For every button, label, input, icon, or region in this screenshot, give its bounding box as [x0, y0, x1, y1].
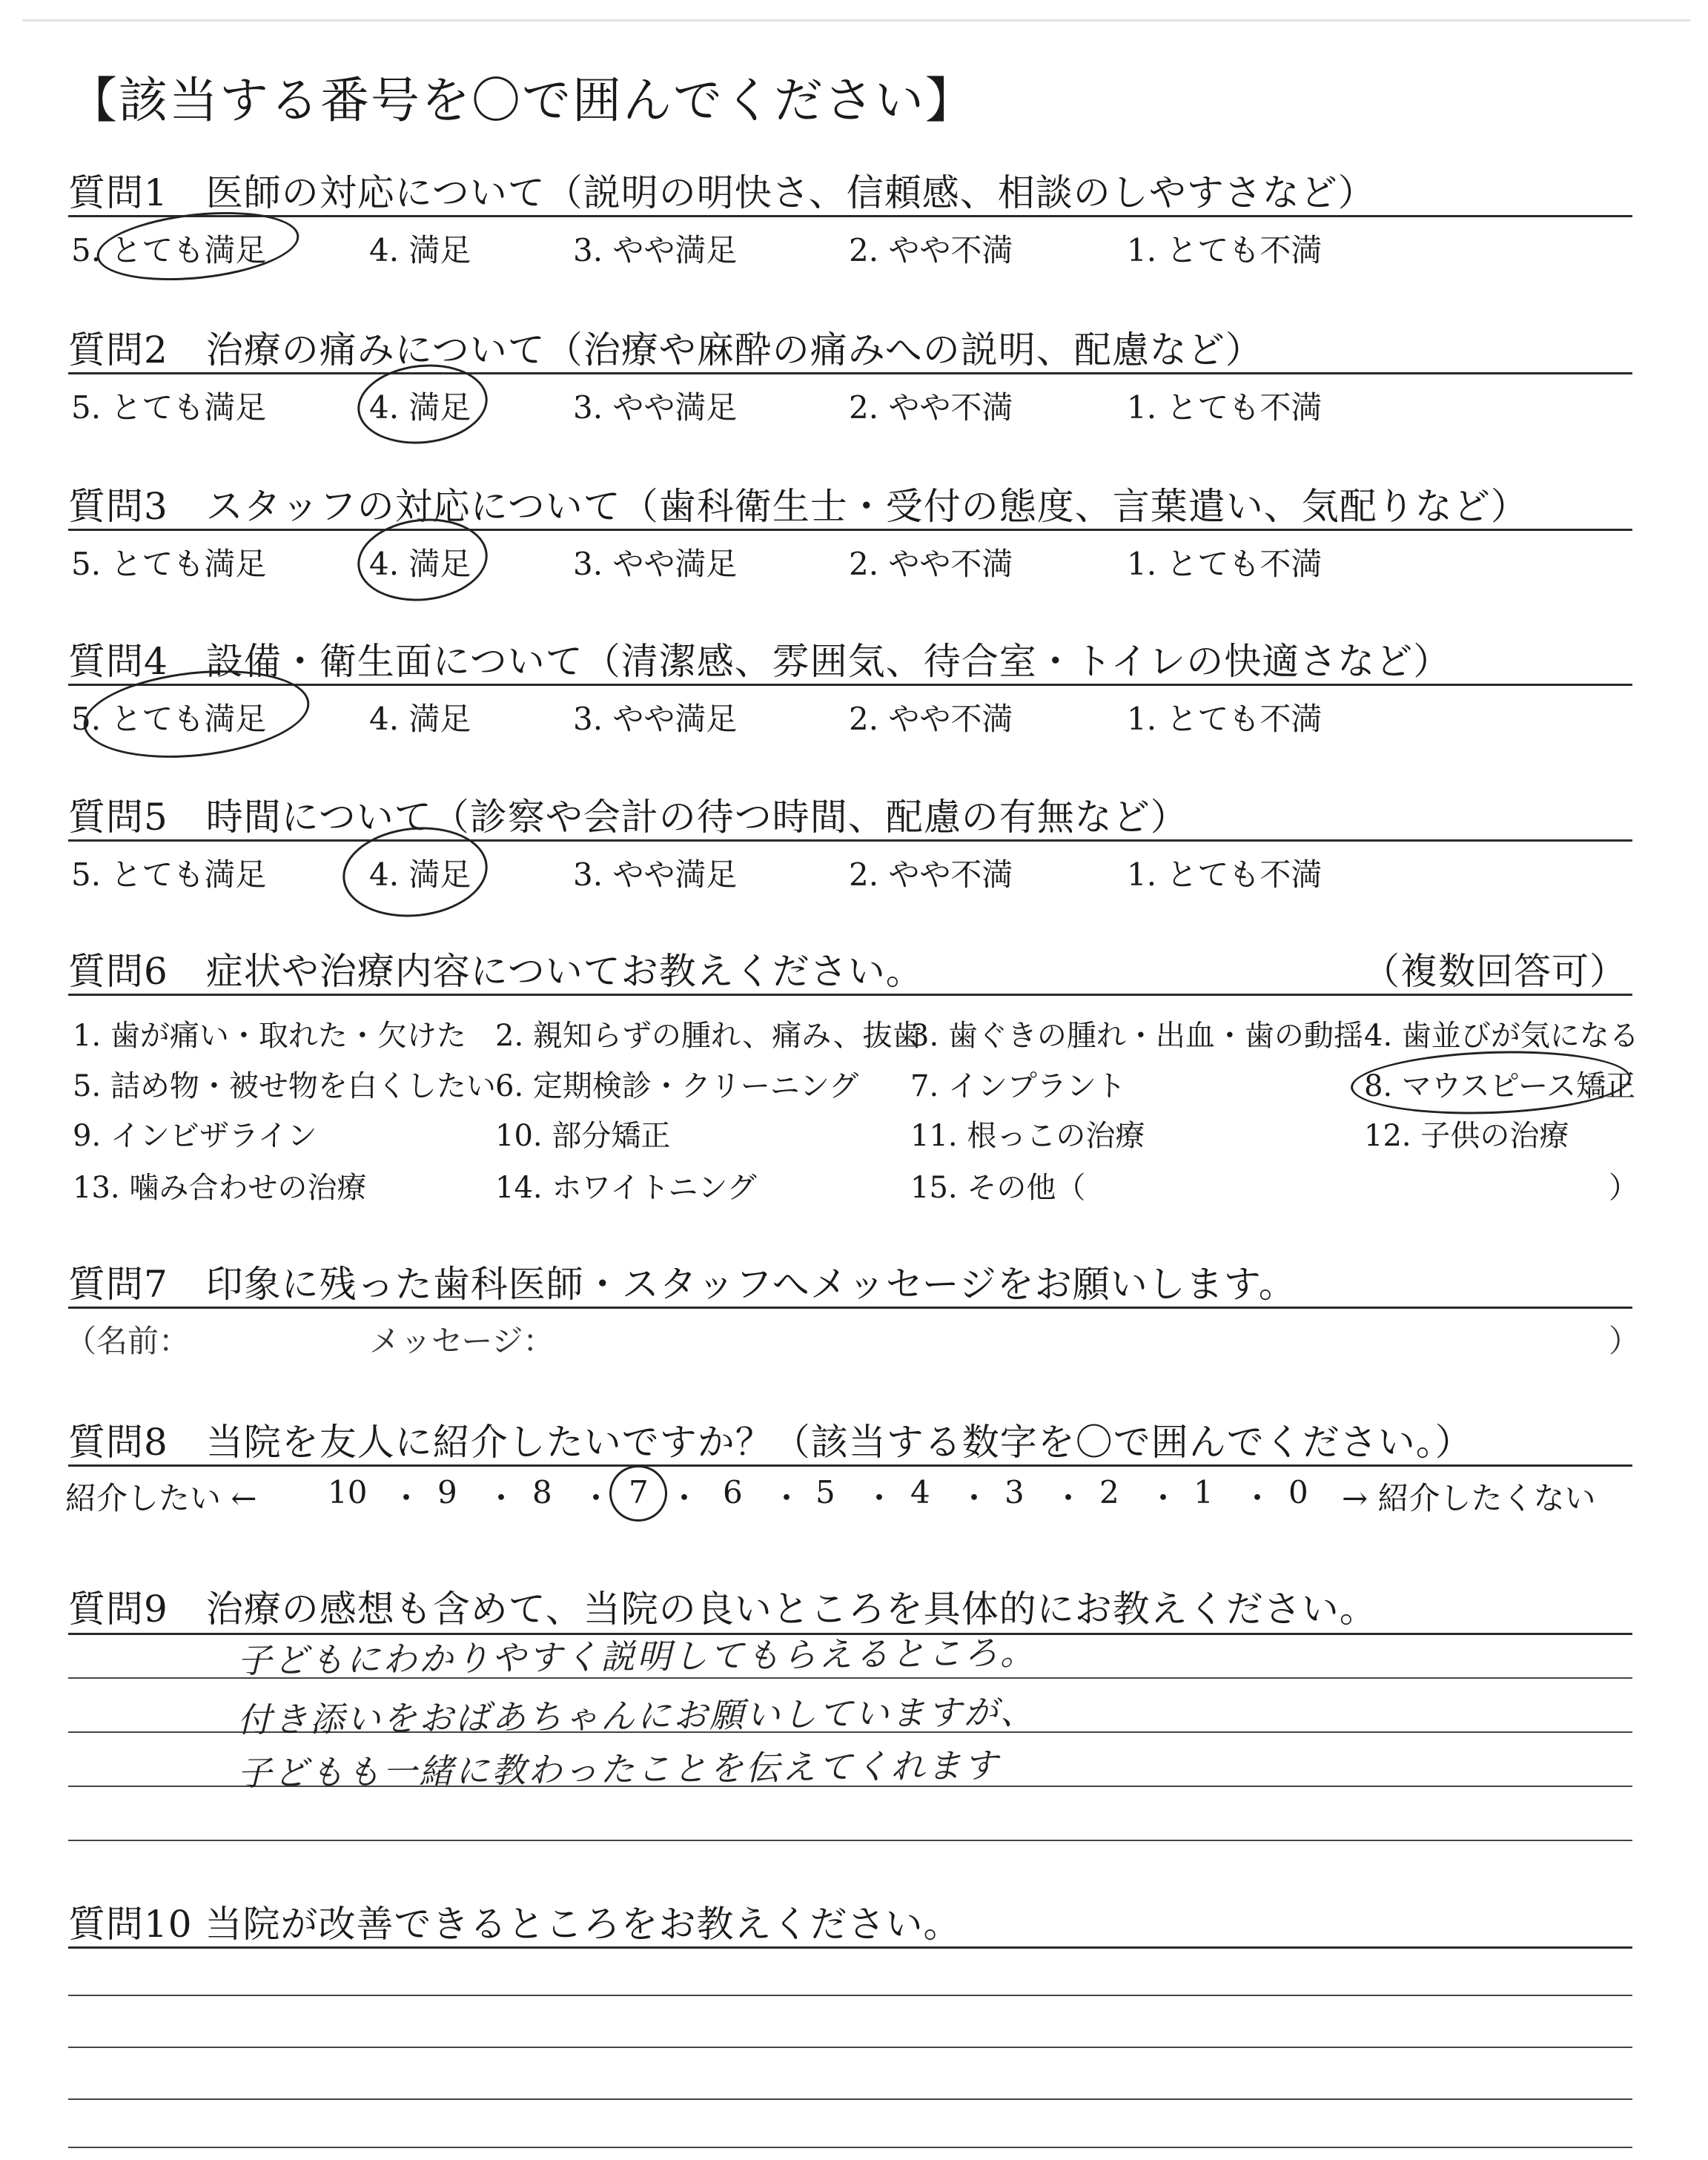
q5-title: 質問5 時間について（診察や会計の待つ時間、配慮の有無など）	[68, 796, 1188, 839]
q2-option-1[interactable]: 1. とても不満	[1127, 389, 1323, 426]
q1-rule	[68, 215, 1632, 217]
q8-scale-9[interactable]: 9	[437, 1474, 457, 1510]
q3-option-3[interactable]: 3. やや満足	[573, 546, 738, 582]
q6-item-12[interactable]: 12. 子供の治療	[1364, 1119, 1569, 1153]
q8-separator: ・	[1242, 1480, 1274, 1516]
q6-item-5[interactable]: 5. 詰め物・被せ物を白くしたい	[73, 1069, 496, 1103]
q3-rule	[68, 529, 1632, 531]
q1-title: 質問1 医師の対応について（説明の明快さ、信頼感、相談のしやすさなど）	[68, 171, 1376, 214]
q5-option-4[interactable]: 4. 満足	[369, 856, 471, 893]
q1-option-3[interactable]: 3. やや満足	[573, 232, 738, 268]
q4-title: 質問4 設備・衛生面について（清潔感、雰囲気、待合室・トイレの快適さなど）	[68, 640, 1452, 683]
q8-separator: ・	[864, 1480, 896, 1516]
q5-option-1[interactable]: 1. とても不満	[1127, 856, 1323, 893]
q8-scale-8[interactable]: 8	[532, 1474, 552, 1510]
q6-other-close: ）	[1609, 1171, 1638, 1205]
q7-rule	[68, 1307, 1632, 1309]
q8-scale-3[interactable]: 3	[1004, 1474, 1025, 1510]
q8-rule	[68, 1464, 1632, 1467]
q2-title: 質問2 治療の痛みについて（治療や麻酔の痛みへの説明、配慮など）	[68, 328, 1263, 371]
q1-option-4[interactable]: 4. 満足	[369, 232, 471, 268]
q2-option-2[interactable]: 2. やや不満	[849, 389, 1013, 426]
q8-scale-5[interactable]: 5	[815, 1474, 835, 1510]
q5-rule	[68, 839, 1632, 842]
q8-separator: ・	[486, 1480, 517, 1516]
page-title: 【該当する番号を〇で囲んでください】	[68, 72, 976, 129]
q8-answer-circle	[609, 1465, 667, 1522]
q6-item-15[interactable]: 15. その他（	[910, 1171, 1086, 1205]
q7-close-paren: ）	[1609, 1323, 1641, 1359]
q1-option-5[interactable]: 5. とても満足	[71, 232, 267, 268]
q9-handwritten-line-3: 子どもも一緒に教わったことを伝えてくれます	[236, 1745, 1000, 1794]
q6-item-8[interactable]: 8. マウスピース矯正	[1364, 1069, 1636, 1103]
q8-scale-4[interactable]: 4	[910, 1474, 930, 1510]
q2-rule	[68, 372, 1632, 374]
q8-scale-2[interactable]: 2	[1099, 1474, 1119, 1510]
q8-separator: ・	[959, 1480, 990, 1516]
q6-item-6[interactable]: 6. 定期検診・クリーニング	[495, 1069, 859, 1103]
q10-answer-line	[68, 1995, 1632, 1996]
q8-scale-0[interactable]: 0	[1288, 1474, 1308, 1510]
q6-item-3[interactable]: 3. 歯ぐきの腫れ・出血・歯の動揺	[910, 1019, 1363, 1053]
q7-title: 質問7 印象に残った歯科医師・スタッフへメッセージをお願いします。	[68, 1263, 1297, 1306]
q2-option-5[interactable]: 5. とても満足	[71, 389, 267, 426]
scan-top-edge	[22, 19, 1690, 22]
q9-handwritten-line-1: 子どもにわかりやすく説明してもらえるところ。	[236, 1632, 1037, 1681]
q8-scale-10[interactable]: 10	[328, 1474, 368, 1510]
q7-message-label: メッセージ：	[369, 1323, 555, 1359]
q1-option-2[interactable]: 2. やや不満	[849, 232, 1013, 268]
q6-item-7[interactable]: 7. インプラント	[910, 1069, 1126, 1103]
q8-scale-6[interactable]: 6	[723, 1474, 743, 1510]
q8-scale-7[interactable]: 7	[629, 1474, 649, 1510]
q6-item-2[interactable]: 2. 親知らずの腫れ、痛み、抜歯	[495, 1019, 922, 1053]
q1-option-1[interactable]: 1. とても不満	[1127, 232, 1323, 268]
q3-option-1[interactable]: 1. とても不満	[1127, 546, 1323, 582]
q4-option-2[interactable]: 2. やや不満	[849, 701, 1013, 737]
q6-item-13[interactable]: 13. 噛み合わせの治療	[73, 1171, 367, 1205]
q2-option-3[interactable]: 3. やや満足	[573, 389, 738, 426]
q8-right-label: → 紹介したくない	[1342, 1480, 1596, 1516]
q9-title: 質問9 治療の感想も含めて、当院の良いところを具体的にお教えください。	[68, 1588, 1377, 1631]
q6-item-9[interactable]: 9. インビザライン	[73, 1119, 317, 1153]
q5-option-2[interactable]: 2. やや不満	[849, 856, 1013, 893]
q6-item-14[interactable]: 14. ホワイトニング	[495, 1171, 757, 1205]
q6-rule	[68, 994, 1632, 996]
q5-option-3[interactable]: 3. やや満足	[573, 856, 738, 893]
q10-answer-line	[68, 2098, 1632, 2100]
q9-answer-line	[68, 1840, 1632, 1841]
q8-separator: ・	[669, 1480, 701, 1516]
q4-rule	[68, 684, 1632, 686]
q3-option-5[interactable]: 5. とても満足	[71, 546, 267, 582]
q6-item-4[interactable]: 4. 歯並びが気になる	[1364, 1019, 1639, 1053]
q8-left-label: 紹介したい ←	[65, 1480, 257, 1516]
q6-item-10[interactable]: 10. 部分矯正	[495, 1119, 671, 1153]
q4-option-3[interactable]: 3. やや満足	[573, 701, 738, 737]
q8-title: 質問8 当院を友人に紹介したいですか？（該当する数字を〇で囲んでください。）	[68, 1421, 1473, 1464]
q9-handwritten-line-2: 付き添いをおばあちゃんにお願いしていますが、	[236, 1691, 1037, 1740]
q8-separator: ・	[771, 1480, 803, 1516]
q8-separator: ・	[391, 1480, 423, 1516]
q8-scale-1[interactable]: 1	[1194, 1474, 1214, 1510]
q10-title: 質問10 当院が改善できるところをお教えください。	[68, 1903, 961, 1946]
q8-separator: ・	[1148, 1480, 1179, 1516]
q6-item-1[interactable]: 1. 歯が痛い・取れた・欠けた	[73, 1019, 466, 1053]
q10-answer-line	[68, 2047, 1632, 2048]
q4-option-5[interactable]: 5. とても満足	[71, 701, 267, 737]
q3-title: 質問3 スタッフの対応について（歯科衛生士・受付の態度、言葉遣い、気配りなど）	[68, 485, 1529, 528]
q8-separator: ・	[1053, 1480, 1085, 1516]
q7-name-label: （名前：	[65, 1323, 191, 1359]
q10-answer-line	[68, 2147, 1632, 2148]
q4-option-1[interactable]: 1. とても不満	[1127, 701, 1323, 737]
q8-separator: ・	[580, 1480, 612, 1516]
q4-option-4[interactable]: 4. 満足	[369, 701, 471, 737]
q6-title: 質問6 症状や治療内容についてお教えください。	[68, 950, 924, 993]
q3-option-2[interactable]: 2. やや不満	[849, 546, 1013, 582]
q5-option-5[interactable]: 5. とても満足	[71, 856, 267, 893]
q6-multiple-note: （複数回答可）	[1363, 950, 1627, 993]
q10-rule	[68, 1946, 1632, 1949]
q6-answer-circle	[1350, 1046, 1632, 1118]
q6-item-11[interactable]: 11. 根っこの治療	[910, 1119, 1145, 1153]
q3-option-4[interactable]: 4. 満足	[369, 546, 471, 582]
q2-option-4[interactable]: 4. 満足	[369, 389, 471, 426]
